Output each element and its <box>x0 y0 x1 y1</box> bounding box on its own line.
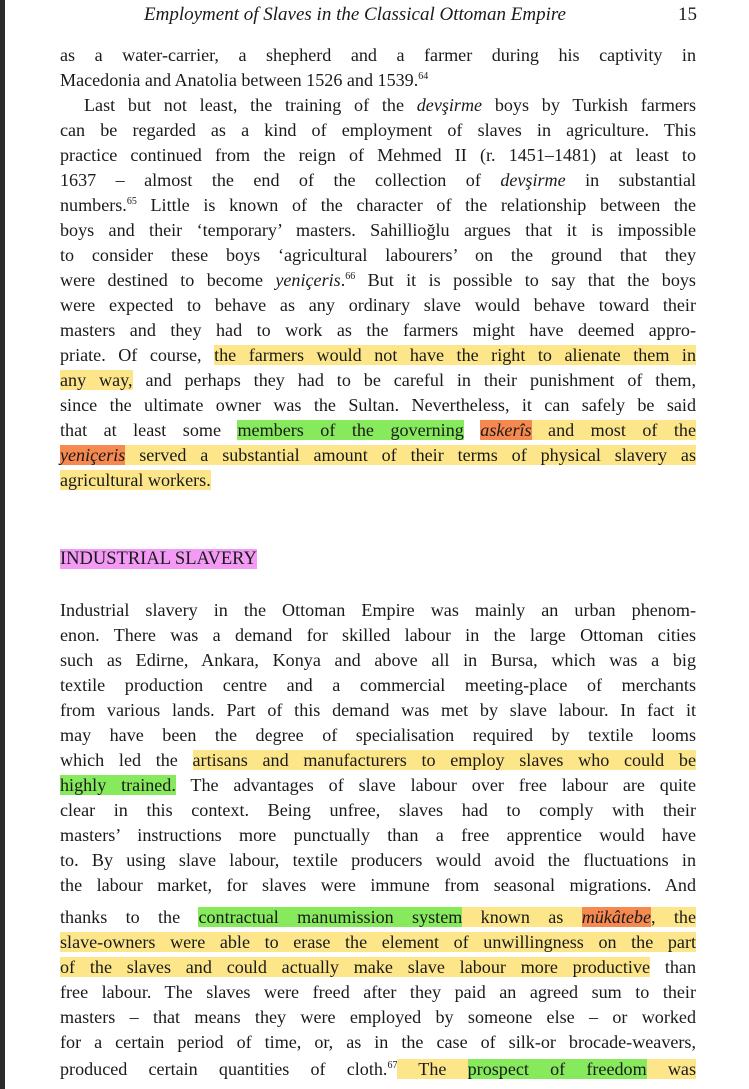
text-line: which led the artisans and manufacturers to employ slaves who could be <box>60 750 696 770</box>
text-line: highly trained. The advantages of slave labour over free labour are quite <box>60 775 696 795</box>
text-line: masters – that means they were employed by someone else – or worked <box>60 1007 696 1027</box>
highlight-orange: mükâtebe <box>581 907 652 927</box>
highlight-yellow: was <box>646 1059 696 1079</box>
text-line: textile production centre and a commercial meeting-place of merchants <box>60 675 696 695</box>
page-edge-shadow <box>0 0 5 1089</box>
text-line: Industrial slavery in the Ottoman Empire was mainly an urban phenom- <box>60 600 696 620</box>
highlight-yellow: artisans and manufacturers to employ slaves who could be <box>192 750 696 770</box>
text-line: boys and their ‘temporary’ masters. Sahillioğlu argues that it is impossible <box>60 220 696 240</box>
highlight-yellow: known as <box>462 907 582 927</box>
text-line <box>60 467 696 493</box>
footnote-ref: 66 <box>345 270 356 282</box>
text-line: were destined to become yeniçeris.$^{66}$ But it is possible to say that the boys <box>60 270 696 290</box>
text-line <box>60 929 696 955</box>
page-number: 15 <box>678 4 697 25</box>
text-line: since the ultimate owner was the Sultan. Nevertheless, it can safely be said <box>60 395 696 415</box>
text-line: masters and they had to work as the farmers might have deemed appro- <box>60 320 696 340</box>
highlight-yellow: agricultural workers. <box>60 470 211 490</box>
text-line: were expected to behave as any ordinary slave would behave toward their <box>60 295 696 315</box>
running-title: Employment of Slaves in the Classical Ottoman Empire <box>144 4 566 25</box>
text-line: masters’ instructions more punctually than a free apprentice would have <box>60 825 696 845</box>
text-line: can be regarded as a kind of employment of slaves in agriculture. This <box>60 120 696 140</box>
highlight-green: members of the governing <box>237 420 464 440</box>
text-line: produced certain quantities of cloth.$^{67}$ The prospect of freedom was <box>60 1059 696 1079</box>
text-line <box>60 442 696 468</box>
highlight-green: highly trained. <box>60 775 176 795</box>
text-line: numbers.$^{65}$ Little is known of the character of the relationship between the <box>60 195 696 215</box>
running-header <box>60 4 697 30</box>
text-line: free labour. The slaves were freed after they paid an agreed sum to their <box>60 982 696 1002</box>
highlight-orange: yeniçeris <box>60 445 126 465</box>
highlight-yellow: the farmers would not have the right to alienate them in <box>214 345 696 365</box>
text-line: that at least some members of the governing askerîs and most of the <box>60 420 696 440</box>
text-line: to consider these boys ‘agricultural labourers’ on the ground that they <box>60 245 696 265</box>
section-heading <box>60 546 257 572</box>
footnote-ref: 65 <box>126 195 137 207</box>
highlight-yellow: , the <box>651 907 696 927</box>
text-line: of the slaves and could actually make slave labour more productive than <box>60 957 696 977</box>
highlight-pink: INDUSTRIAL SLAVERY <box>60 549 257 569</box>
highlight-yellow: served a substantial amount of their terms of physical slavery as <box>125 445 696 465</box>
highlight-yellow: of the slaves and could actually make slave labour more productive <box>60 957 651 977</box>
text-line: from various lands. Part of this demand was met by slave labour. In fact it <box>60 700 696 720</box>
highlight-yellow: any way, <box>60 370 133 390</box>
text-line: for a certain period of time, or, as in the case of silk-or brocade-weavers, <box>60 1032 696 1052</box>
text-line: clear in this context. Being unfree, slaves had to comply with their <box>60 800 696 820</box>
highlight-yellow: slave-owners were able to erase the element of unwillingness on the part <box>60 932 696 952</box>
footnote-ref: 67 <box>387 1059 398 1071</box>
footnote-ref: 64 <box>418 70 429 82</box>
text-line: to. By using slave labour, textile producers would avoid the fluctuations in <box>60 850 696 870</box>
text-line: such as Edirne, Ankara, Konya and above all in Bursa, which was a big <box>60 650 696 670</box>
highlight-orange: askerîs <box>480 420 532 440</box>
text-line: any way, and perhaps they had to be careful in their punishment of them, <box>60 370 697 390</box>
text-line: as a water-carrier, a shepherd and a farmer during his captivity in <box>60 45 696 65</box>
highlight-yellow: The <box>397 1059 468 1079</box>
text-line: Last but not least, the training of the devşirme boys by Turkish farmers <box>84 95 696 115</box>
highlight-green: prospect of freedom <box>467 1059 647 1079</box>
text-line: 1637 – almost the end of the collection of devşirme in substantial <box>60 170 696 190</box>
highlight-green: contractual manumission system <box>198 907 463 927</box>
highlight-yellow: and most of the <box>531 420 696 440</box>
text-line: practice continued from the reign of Mehmed II (r. 1451–1481) at least to <box>60 145 696 165</box>
text-line: may have been the degree of specialisation required by textile looms <box>60 725 696 745</box>
text-line: enon. There was a demand for skilled labour in the large Ottoman cities <box>60 625 696 645</box>
text-line: thanks to the contractual manumission system known as mükâtebe, the <box>60 907 696 927</box>
text-line: the labour market, for slaves were immune from seasonal migrations. And <box>60 875 696 895</box>
text-line: Macedonia and Anatolia between 1526 and 1539.64 <box>60 70 429 90</box>
text-line: priate. Of course, the farmers would not have the right to alienate them in <box>60 345 696 365</box>
